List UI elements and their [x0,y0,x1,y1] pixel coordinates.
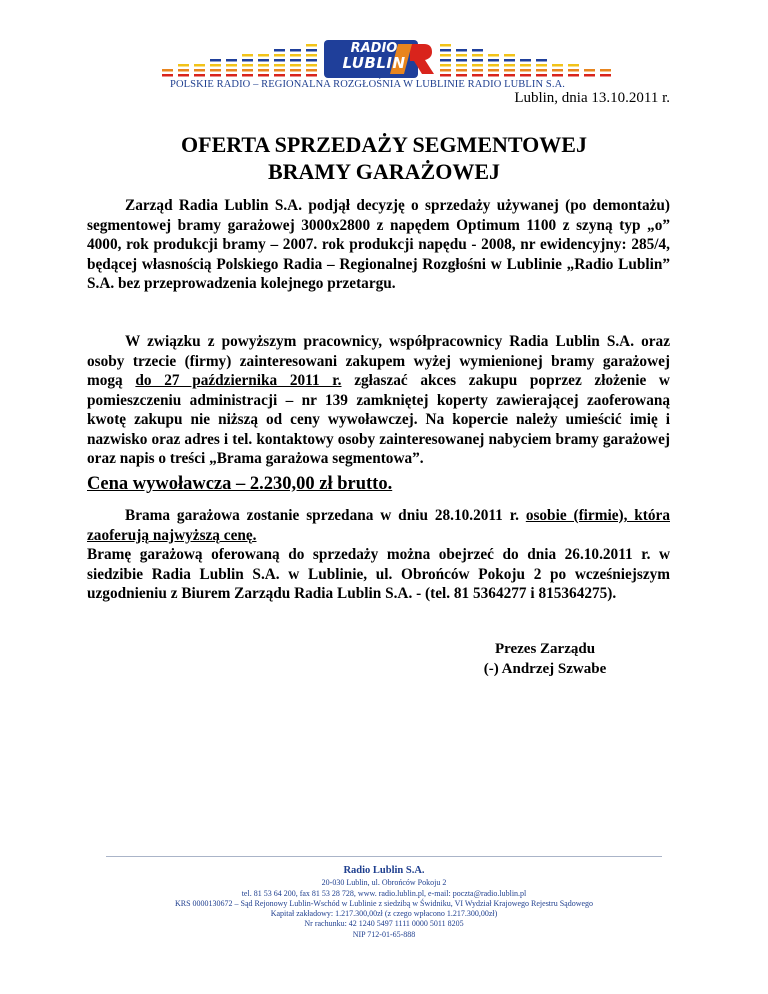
equalizer-segment [210,69,221,72]
equalizer-segment [440,69,451,72]
equalizer-segment [456,54,467,57]
document-date: Lublin, dnia 13.10.2011 r. [514,90,670,106]
equalizer-segment [536,69,547,72]
equalizer-segment [472,59,483,62]
equalizer-segment [178,74,189,77]
equalizer-segment [258,59,269,62]
equalizer-segment [440,44,451,47]
equalizer-segment [552,69,563,72]
footer-krs: KRS 0000130672 – Sąd Rejonowy Lublin-Wschód w Lublinie z siedzibą w Świdniku, VI Wydział Krajowego Rejestru Sądowego [174,898,594,908]
equalizer-segment [520,74,531,77]
equalizer-segment [488,74,499,77]
paragraph-viewing: Bramę garażową oferowaną do sprzedaży można obejrzeć do dnia 26.10.2011 r. w siedzibie Radia Lublin S.A. w Lublinie, ul. Obrońców Pokoju 2 po wcześniejszym uzgodnieniu z Biurem Zarządu Radia Lublin S.A. - (tel. 81 5364277 i 815364275). [87,546,670,602]
equalizer-segment [504,64,515,67]
equalizer-segment [242,59,253,62]
equalizer-segment [226,69,237,72]
footer [60,866,708,940]
highest-bid-text: osobie (firmie), która zaoferują najwyższą cenę. [87,507,670,544]
footer-capital: Kapitał zakładowy: 1.217.300,00zł (z czego wpłacono 1.217.300,00zł) [270,909,498,919]
equalizer-segment [440,49,451,52]
equalizer-segment [488,54,499,57]
equalizer-segment [456,69,467,72]
paragraph-instructions [87,332,670,469]
equalizer-segment [306,54,317,57]
equalizer-segment [178,64,189,67]
equalizer-segment [306,59,317,62]
equalizer-segment [600,74,611,77]
equalizer-segment [488,64,499,67]
equalizer-segment [504,59,515,62]
equalizer-segment [210,74,221,77]
footer-contact: tel. 81 53 64 200, fax 81 53 28 728, www. radio.lublin.pl, e-mail: poczta@radio.lublin.pl [241,888,527,898]
instructions-text-start: W związku z powyższym pracownicy, współpracownicy Radia Lublin S.A. oraz osoby trzecie (firmy) zainteresowani zakupem wyżej wymienionej bramy garażowej mogą [87,333,670,389]
equalizer-segment [242,69,253,72]
equalizer-segment [194,64,205,67]
equalizer-segment [290,49,301,52]
equalizer-segment [472,54,483,57]
equalizer-segment [242,74,253,77]
equalizer-segment [258,64,269,67]
deadline-text: do 27 października 2011 r. [135,372,342,389]
equalizer-segment [162,74,173,77]
equalizer-segment [520,69,531,72]
equalizer-segment [258,69,269,72]
equalizer-segment [274,54,285,57]
signature-role: Prezes Zarządu [494,641,596,657]
equalizer-segment [568,69,579,72]
equalizer-segment [456,49,467,52]
equalizer-segment [290,64,301,67]
equalizer-segment [440,54,451,57]
equalizer-segment [210,64,221,67]
equalizer-segment [568,74,579,77]
equalizer-segment [584,74,595,77]
radio-lublin-logo [152,38,616,82]
starting-price: Cena wywoławcza – 2.230,00 zł brutto. [87,474,393,494]
equalizer-segment [306,74,317,77]
equalizer-segment [306,64,317,67]
equalizer-segment [552,74,563,77]
equalizer-segment [274,74,285,77]
equalizer-segment [488,69,499,72]
equalizer-segment [274,59,285,62]
equalizer-segment [600,69,611,72]
equalizer-segment [306,44,317,47]
equalizer-segment [504,69,515,72]
equalizer-segment [258,74,269,77]
equalizer-segment [520,64,531,67]
title-line-2: BRAMY GARAŻOWEJ [267,159,501,184]
footer-company: Radio Lublin S.A. [343,865,425,876]
footer-divider [106,856,662,857]
paragraph-sale-date [87,506,670,545]
equalizer-segment [290,59,301,62]
equalizer-segment [178,69,189,72]
equalizer-segment [274,69,285,72]
equalizer-segment [456,64,467,67]
equalizer-segment [162,69,173,72]
equalizer-segment [194,69,205,72]
equalizer-segment [258,54,269,57]
instructions-text-end: zgłaszać akces zakupu poprzez złożenie w pomieszczeniu administracji – nr 139 zamkniętej koperty zawierającej zaoferowaną kwotę zakupu nie niższą od ceny wywoławczej. Na kopercie należy umieścić imię i nazwisko oraz adres i tel. kontaktowy osoby zainteresowanej nabyciem bramy garażowej oraz napis o treści „Brama garażowa segmentowa”. [87,372,670,467]
equalizer-segment [242,54,253,57]
equalizer-segment [536,64,547,67]
equalizer-segment [536,59,547,62]
footer-nip: NIP 712-01-65-888 [352,929,416,939]
paragraph-decision: Zarząd Radia Lublin S.A. podjął decyzję o sprzedaży używanej (po demontażu) segmentowej bramy garażowej 3000x2800 z napędem Optimum 1100 z szyną typ „o” 4000, rok produkcji bramy – 2007. rok produkcji napędu - 2008, nr ewidencyjny: 285/4, będącej własnością Polskiego Radia – Regionalnej Rozgłośni w Lublinie „Radio Lublin” S.A. bez przeprowadzenia kolejnego przetargu. [87,197,670,292]
equalizer-segment [472,64,483,67]
equalizer-segment [290,74,301,77]
equalizer-segment [472,74,483,77]
equalizer-segment [226,64,237,67]
footer-account: Nr rachunku: 42 1240 5497 1111 0000 5011 8205 [304,919,464,929]
equalizer-segment [504,74,515,77]
equalizer-segment [520,59,531,62]
equalizer-segment [290,54,301,57]
equalizer-segment [226,59,237,62]
equalizer-segment [552,64,563,67]
equalizer-segment [536,74,547,77]
equalizer-segment [440,64,451,67]
equalizer-segment [488,59,499,62]
logo-wordmark [334,42,414,70]
equalizer-segment [456,59,467,62]
title-line-1: OFERTA SPRZEDAŻY SEGMENTOWEJ [181,132,587,157]
equalizer-segment [242,64,253,67]
footer-address: 20-030 Lublin, ul. Obrońców Pokoju 2 [321,878,447,888]
equalizer-segment [226,74,237,77]
logo-line-2: LUBLIN [342,54,406,72]
equalizer-segment [194,74,205,77]
page-title [100,131,668,185]
equalizer-segment [504,54,515,57]
signature-name: (-) Andrzej Szwabe [483,660,607,677]
equalizer-segment [274,49,285,52]
equalizer-segment [274,64,285,67]
equalizer-segment [472,69,483,72]
equalizer-segment [584,69,595,72]
equalizer-segment [456,74,467,77]
equalizer-segment [306,49,317,52]
equalizer-segment [306,69,317,72]
equalizer-segment [472,49,483,52]
equalizer-segment [210,59,221,62]
header-organization: POLSKIE RADIO – REGIONALNA ROZGŁOŚNIA W LUBLINIE RADIO LUBLIN S.A. [170,79,565,90]
equalizer-segment [440,59,451,62]
signature-block [440,640,650,679]
sale-date-text: Brama garażowa zostanie sprzedana w dniu 28.10.2011 r. [125,507,526,524]
equalizer-segment [290,69,301,72]
logo-line-1: RADIO [350,41,398,56]
equalizer-segment [440,74,451,77]
equalizer-segment [568,64,579,67]
